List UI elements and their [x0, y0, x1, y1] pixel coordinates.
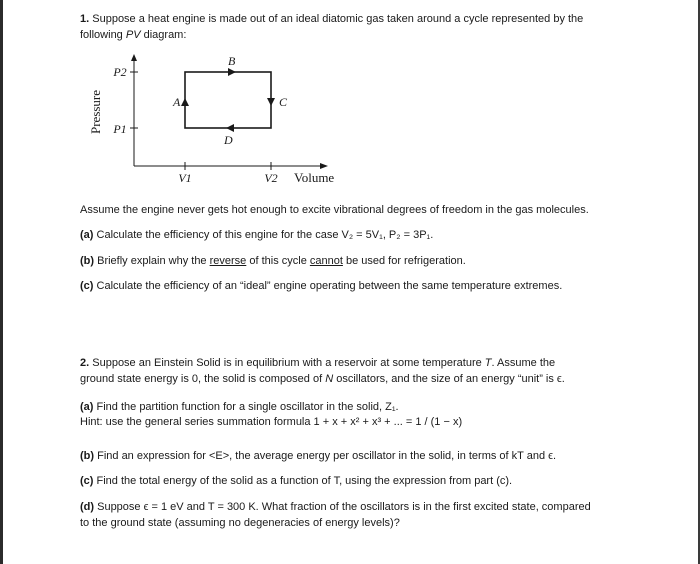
p1-intro2-post: diagram: [140, 29, 187, 41]
p1-c-label: (c) [80, 280, 94, 292]
p1-label: P1 [113, 122, 127, 136]
p2-part-d-line1 [80, 499, 591, 515]
p1-part-a [80, 227, 433, 243]
arrow-d-left [226, 124, 234, 132]
p2-c-label: (c) [80, 475, 94, 487]
y-axis-arrow [131, 54, 137, 61]
p2-a-text: Find the partition function for a single oscillator in the solid, Z₁. [96, 401, 399, 413]
p2-hint: Hint: use the general series summation formula 1 + x + x² + x³ + ... = 1 / (1 − x) [80, 416, 463, 428]
p2-part-b [80, 448, 556, 464]
p2-d-text1: Suppose ϵ = 1 eV and T = 300 K. What fraction of the oscillators is in the first excited state, compared [97, 501, 591, 513]
p2-intro-line1 [80, 355, 555, 371]
point-b-label: B [228, 54, 236, 68]
p1-b-reverse: reverse [209, 255, 247, 267]
x-axis-label: Volume [294, 170, 335, 185]
p2-intro2-n: N [325, 373, 334, 385]
arrow-a-up [181, 98, 189, 106]
p2-part-c [80, 473, 512, 489]
p2-number: 2. [80, 357, 90, 369]
p1-b-label: (b) [80, 255, 95, 267]
p2-c-text: Find the total energy of the solid as a function of T, using the expression from part (c). [96, 475, 513, 487]
p2-d-label: (d) [80, 501, 95, 513]
y-axis-label: Pressure [88, 89, 103, 135]
p1-intro2-pv: PV [125, 29, 141, 41]
p2-intro1-t: T [484, 357, 492, 369]
p1-intro2-pre: following [80, 29, 126, 41]
arrow-b-right [228, 68, 236, 76]
p1-assume: Assume the engine never gets hot enough to excite vibrational degrees of freedom in the gas molecules. [80, 204, 589, 216]
p1-b-cannot: cannot [309, 255, 343, 267]
p2-label: P2 [113, 65, 127, 79]
p1-intro-line1 [80, 11, 583, 27]
p2-intro1-post: . Assume the [491, 357, 556, 369]
point-d-label: D [224, 133, 233, 147]
pv-diagram [80, 48, 360, 188]
point-c-label: C [279, 95, 288, 109]
p2-b-label: (b) [80, 450, 95, 462]
cycle-rectangle [185, 72, 271, 128]
p1-a-label: (a) [80, 229, 94, 241]
p2-intro1-pre: Suppose an Einstein Solid is in equilibrium with a reservoir at some temperature [92, 357, 485, 369]
p1-intro-text: Suppose a heat engine is made out of an ideal diatomic gas taken around a cycle represented by the [92, 13, 584, 25]
p1-number: 1. [80, 13, 90, 25]
p2-part-a [80, 399, 399, 415]
p1-part-c [80, 278, 562, 294]
p1-b-mid: of this cycle [246, 255, 310, 267]
p2-a-label: (a) [80, 401, 94, 413]
p2-intro2-pre: ground state energy is 0, the solid is composed of [80, 373, 326, 385]
page-left-edge [0, 0, 3, 564]
p1-intro-line2 [80, 27, 186, 43]
p1-b-post: be used for refrigeration. [342, 255, 466, 267]
p1-a-text: Calculate the efficiency of this engine for the case V₂ = 5V₁, P₂ = 3P₁. [96, 229, 434, 241]
p1-b-pre: Briefly explain why the [97, 255, 210, 267]
p1-part-b [80, 253, 466, 269]
v2-label: V2 [264, 171, 278, 185]
point-a-label: A [173, 95, 181, 109]
v1-label: V1 [178, 171, 192, 185]
p2-intro-line2 [80, 371, 565, 387]
x-axis-arrow [320, 163, 328, 169]
p2-b-text: Find an expression for <E>, the average energy per oscillator in the solid, in terms of kT and ϵ. [97, 450, 557, 462]
arrow-c-down [267, 98, 275, 106]
p1-c-text: Calculate the efficiency of an “ideal” engine operating between the same temperature extremes. [96, 280, 563, 292]
p2-part-d-line2: to the ground state (assuming no degeneracies of energy levels)? [80, 517, 400, 529]
p2-intro2-post: oscillators, and the size of an energy “unit” is ϵ. [333, 373, 565, 385]
